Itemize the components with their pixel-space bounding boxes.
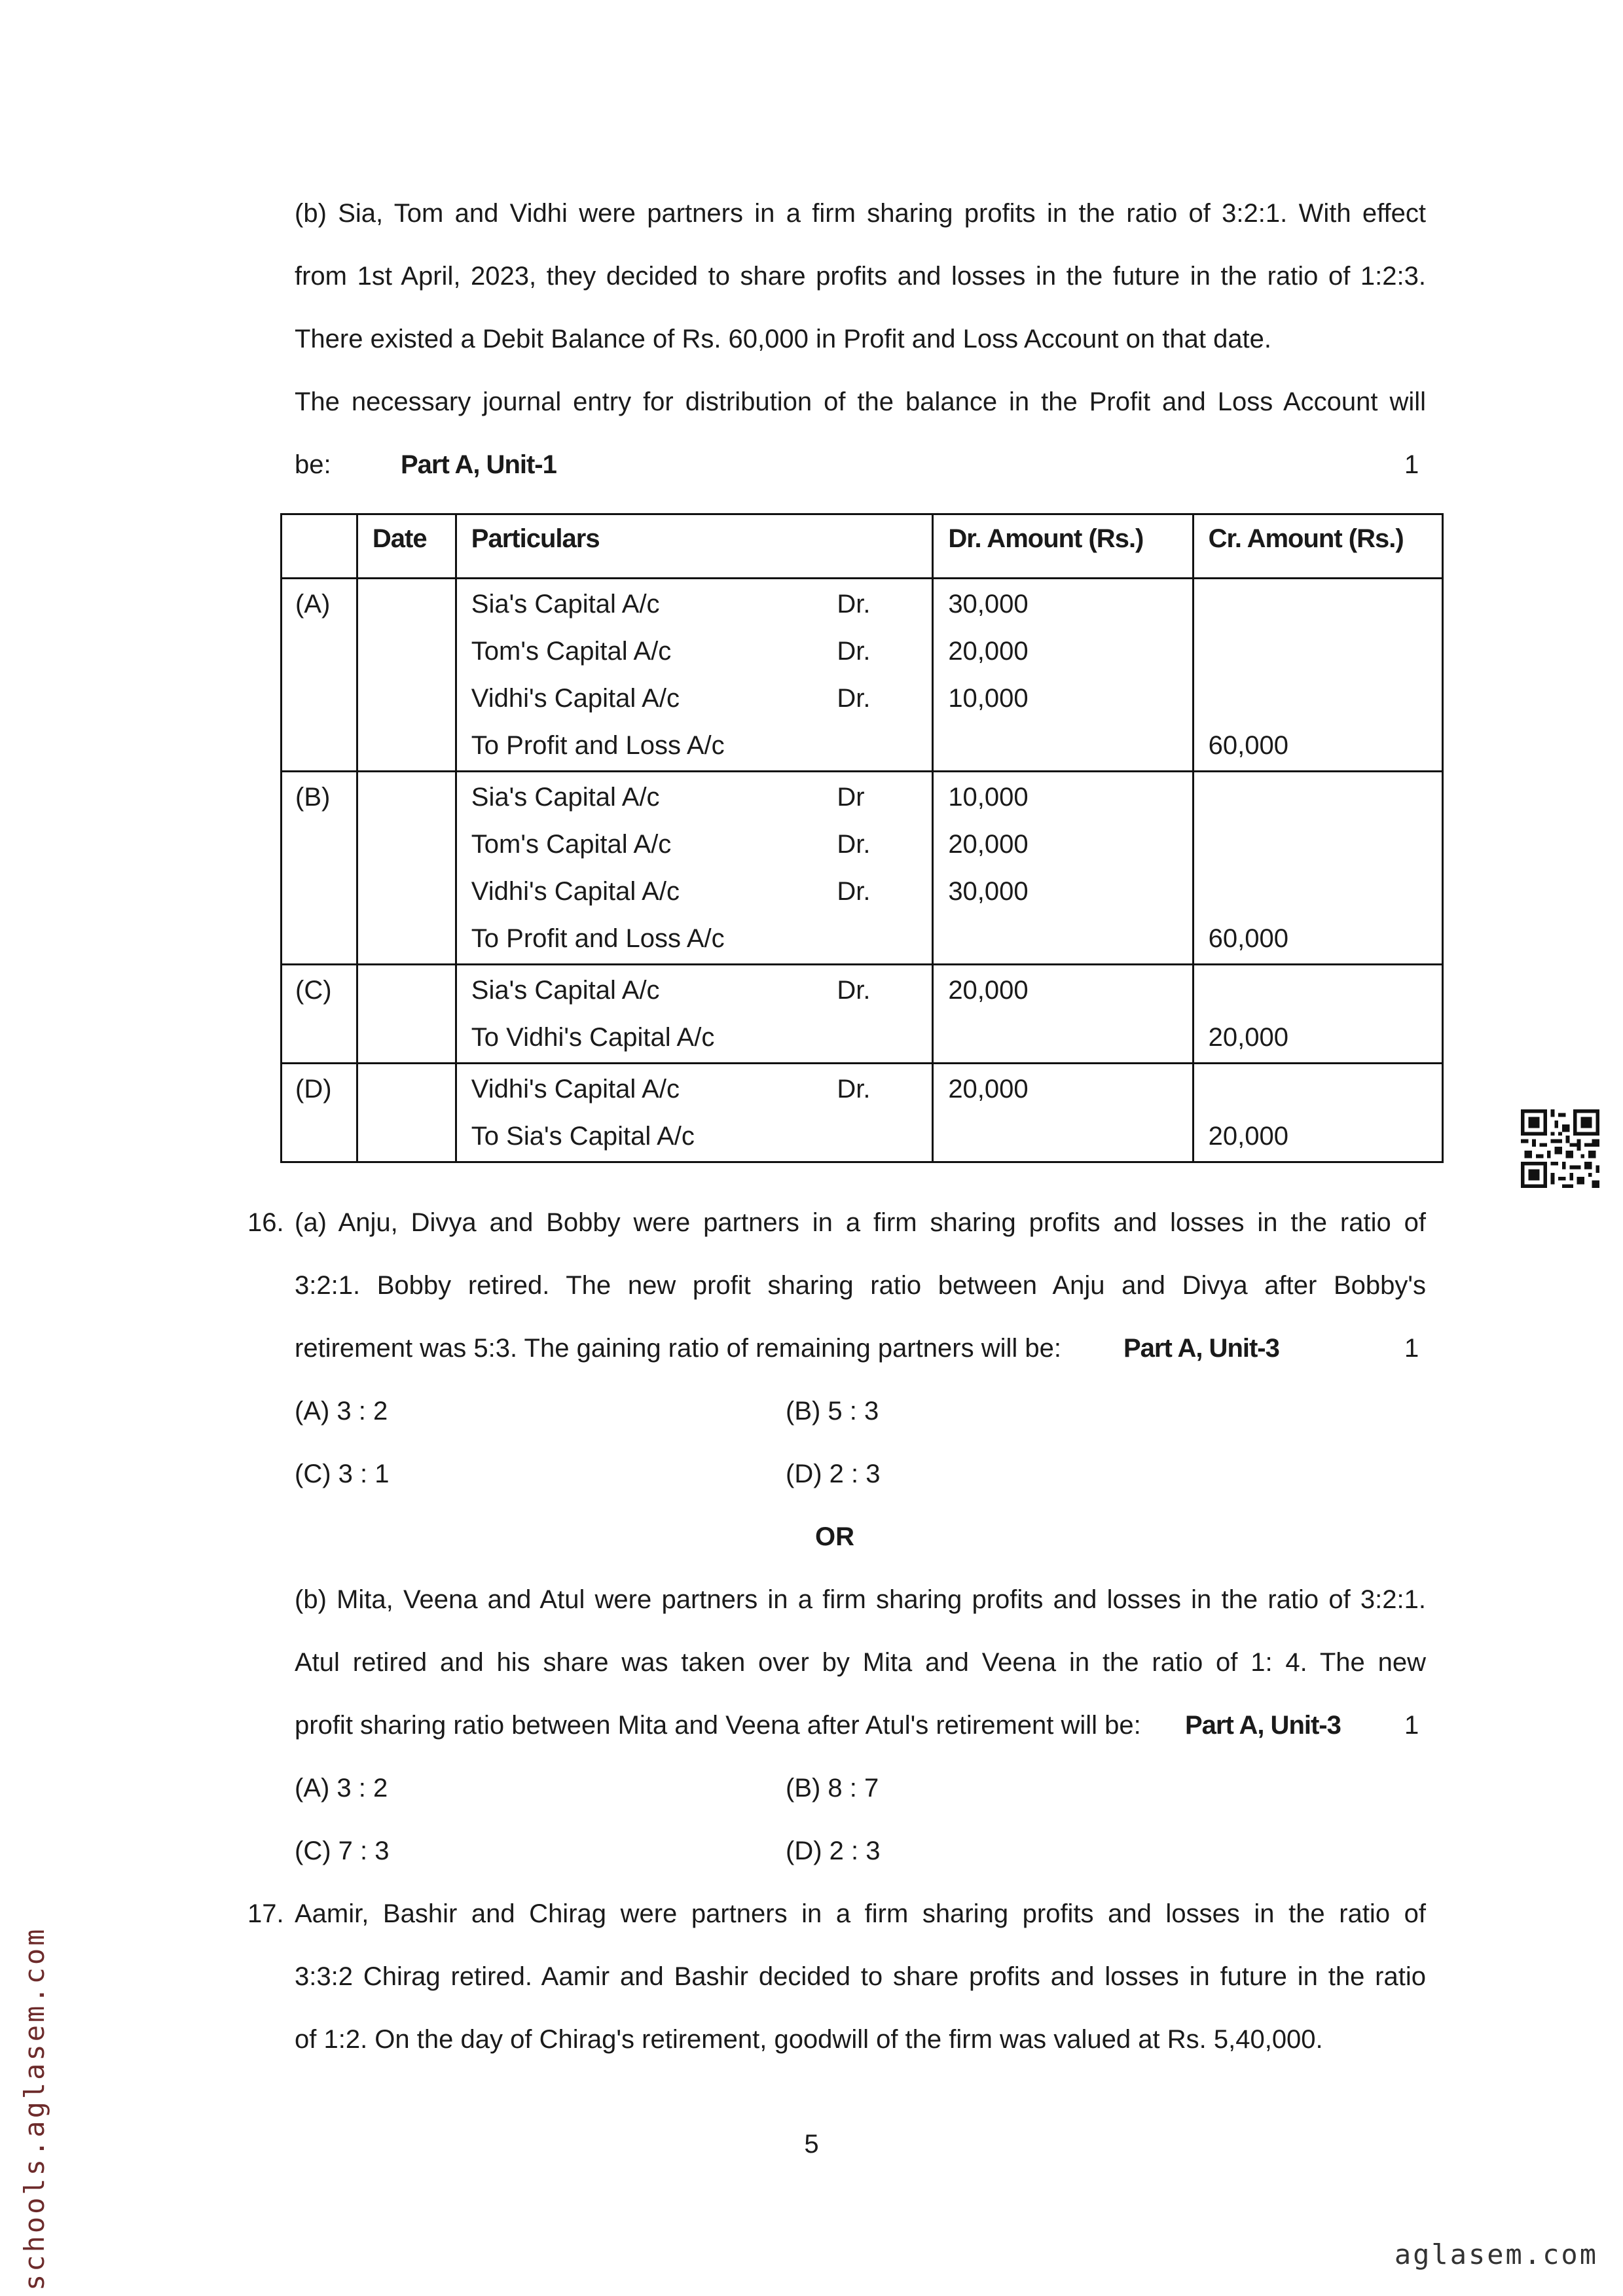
particular-text: Sia's Capital A/c — [471, 976, 660, 1005]
q16a-option-c: (C) 3 : 1 — [295, 1460, 390, 1488]
q16b-marks: 1 — [1404, 1711, 1419, 1740]
table-row-option-b — [282, 772, 1443, 965]
q15b-line-4: The necessary journal entry for distribution of the balance in the Profit and Loss Account will — [295, 387, 1426, 416]
option-label: (D) — [282, 1064, 357, 1162]
q16a-marks: 1 — [1404, 1334, 1419, 1363]
option-label: (A) — [282, 579, 357, 772]
q16b-line-1: (b) Mita, Veena and Atul were partners in a firm sharing profits and losses in the ratio of 3:2:1. — [295, 1585, 1426, 1614]
q16a-option-d: (D) 2 : 3 — [786, 1460, 881, 1488]
q16a-option-b: (B) 5 : 3 — [786, 1397, 879, 1426]
dr-amount: 10,000 — [948, 783, 1029, 812]
q15b-unit-label: Part A, Unit-1 — [401, 450, 556, 479]
q16b-option-c: (C) 7 : 3 — [295, 1837, 390, 1865]
particular-text: Tom's Capital A/c — [471, 830, 672, 859]
dr-amount: 10,000 — [948, 684, 1029, 713]
or-separator: OR — [815, 1522, 854, 1551]
table-row-option-d — [282, 1064, 1443, 1162]
q16b-option-a: (A) 3 : 2 — [295, 1774, 388, 1803]
particulars-cell — [456, 772, 933, 965]
watermark-left-text: schools.aglasem.com — [18, 1926, 50, 2291]
cr-amount: 20,000 — [1208, 1023, 1288, 1052]
q17-line-3: of 1:2. On the day of Chirag's retirement, goodwill of the firm was valued at Rs. 5,40,000. — [295, 2025, 1323, 2054]
particular-text: Vidhi's Capital A/c — [471, 1075, 680, 1103]
particulars-cell — [456, 1064, 933, 1162]
table-header-row — [282, 514, 1443, 579]
dr-amount: 30,000 — [948, 590, 1029, 619]
header-cr-amount: Cr. Amount (Rs.) — [1193, 514, 1442, 579]
particular-text: Sia's Capital A/c — [471, 783, 660, 812]
dr-tag — [837, 1014, 876, 1061]
dr-amount: 30,000 — [948, 877, 1029, 906]
dr-amount: 20,000 — [948, 637, 1029, 666]
q16b-unit-label: Part A, Unit-3 — [1185, 1711, 1341, 1740]
q16a-line-2: 3:2:1. Bobby retired. The new profit sharing ratio between Anju and Divya after Bobby's — [295, 1271, 1426, 1300]
particular-text: Tom's Capital A/c — [471, 637, 672, 666]
q16b-option-d: (D) 2 : 3 — [786, 1837, 881, 1865]
dr-tag: Dr. — [837, 1075, 871, 1103]
q16a-line-1: (a) Anju, Divya and Bobby were partners in a firm sharing profits and losses in the ratio of — [295, 1208, 1426, 1237]
cr-amount: 60,000 — [1208, 924, 1288, 953]
dr-tag: Dr. — [837, 976, 871, 1005]
q16b-line-2: Atul retired and his share was taken over by Mita and Veena in the ratio of 1: 4. The new — [295, 1648, 1426, 1677]
header-option — [282, 514, 357, 579]
particulars-cell — [456, 965, 933, 1064]
qr-code-icon — [1521, 1109, 1599, 1188]
cr-amount-cell — [1193, 579, 1442, 772]
dr-tag — [837, 722, 876, 769]
q16a-option-a: (A) 3 : 2 — [295, 1397, 388, 1426]
table-row-option-a — [282, 579, 1443, 772]
dr-amount: 20,000 — [948, 1075, 1029, 1103]
dr-tag: Dr. — [837, 637, 871, 666]
watermark-right: aglasem.com — [1394, 2238, 1598, 2270]
q16a-line-3: retirement was 5:3. The gaining ratio of remaining partners will be: — [295, 1334, 1061, 1363]
q17-line-2: 3:3:2 Chirag retired. Aamir and Bashir decided to share profits and losses in future in the ratio — [295, 1962, 1426, 1991]
header-date: Date — [357, 514, 456, 579]
dr-tag: Dr. — [837, 684, 871, 713]
q15b-line-3: There existed a Debit Balance of Rs. 60,000 in Profit and Loss Account on that date. — [295, 325, 1272, 353]
cr-amount-cell — [1193, 1064, 1442, 1162]
dr-amount-cell — [933, 965, 1193, 1064]
particular-text: To Profit and Loss A/c — [471, 924, 725, 953]
dr-amount-cell — [933, 579, 1193, 772]
particular-text: Vidhi's Capital A/c — [471, 684, 680, 713]
dr-tag: Dr. — [837, 877, 871, 906]
particular-text: Vidhi's Capital A/c — [471, 877, 680, 906]
date-cell — [357, 772, 456, 965]
question-17-number: 17. — [247, 1899, 284, 1928]
cr-amount: 60,000 — [1208, 731, 1288, 760]
dr-tag: Dr. — [837, 830, 871, 859]
dr-tag — [837, 1113, 876, 1160]
journal-entry-table — [280, 513, 1444, 1163]
q17-line-1: Aamir, Bashir and Chirag were partners in a firm sharing profits and losses in the ratio of — [295, 1899, 1426, 1928]
particular-text: To Sia's Capital A/c — [471, 1122, 695, 1151]
question-16-number: 16. — [247, 1208, 284, 1237]
dr-amount-cell — [933, 772, 1193, 965]
q15b-line-2: from 1st April, 2023, they decided to share profits and losses in the future in the ratio of 1:2:3. — [295, 262, 1426, 291]
dr-amount-cell — [933, 1064, 1193, 1162]
page-number: 5 — [804, 2130, 819, 2159]
date-cell — [357, 965, 456, 1064]
q16b-option-b: (B) 8 : 7 — [786, 1774, 879, 1803]
q15b-line-1: (b) Sia, Tom and Vidhi were partners in a firm sharing profits in the ratio of 3:2:1. With effect — [295, 199, 1426, 228]
particular-text: To Vidhi's Capital A/c — [471, 1023, 715, 1052]
option-label: (B) — [282, 772, 357, 965]
header-particulars: Particulars — [456, 514, 933, 579]
q16b-line-3: profit sharing ratio between Mita and Veena after Atul's retirement will be: — [295, 1711, 1141, 1740]
cr-amount-cell — [1193, 772, 1442, 965]
cr-amount: 20,000 — [1208, 1122, 1288, 1151]
particular-text: Sia's Capital A/c — [471, 590, 660, 619]
date-cell — [357, 579, 456, 772]
option-label: (C) — [282, 965, 357, 1064]
particular-text: To Profit and Loss A/c — [471, 731, 725, 760]
q16a-unit-label: Part A, Unit-3 — [1123, 1334, 1279, 1363]
table-row-option-c — [282, 965, 1443, 1064]
dr-tag — [837, 915, 876, 962]
dr-amount: 20,000 — [948, 976, 1029, 1005]
dr-tag: Dr. — [837, 590, 871, 619]
dr-amount: 20,000 — [948, 830, 1029, 859]
date-cell — [357, 1064, 456, 1162]
dr-tag: Dr — [837, 783, 865, 812]
particulars-cell — [456, 579, 933, 772]
header-dr-amount: Dr. Amount (Rs.) — [933, 514, 1193, 579]
cr-amount-cell — [1193, 965, 1442, 1064]
q15b-marks: 1 — [1404, 450, 1419, 479]
watermark-left — [13, 1885, 50, 2296]
q15b-line-5: be: — [295, 450, 331, 479]
